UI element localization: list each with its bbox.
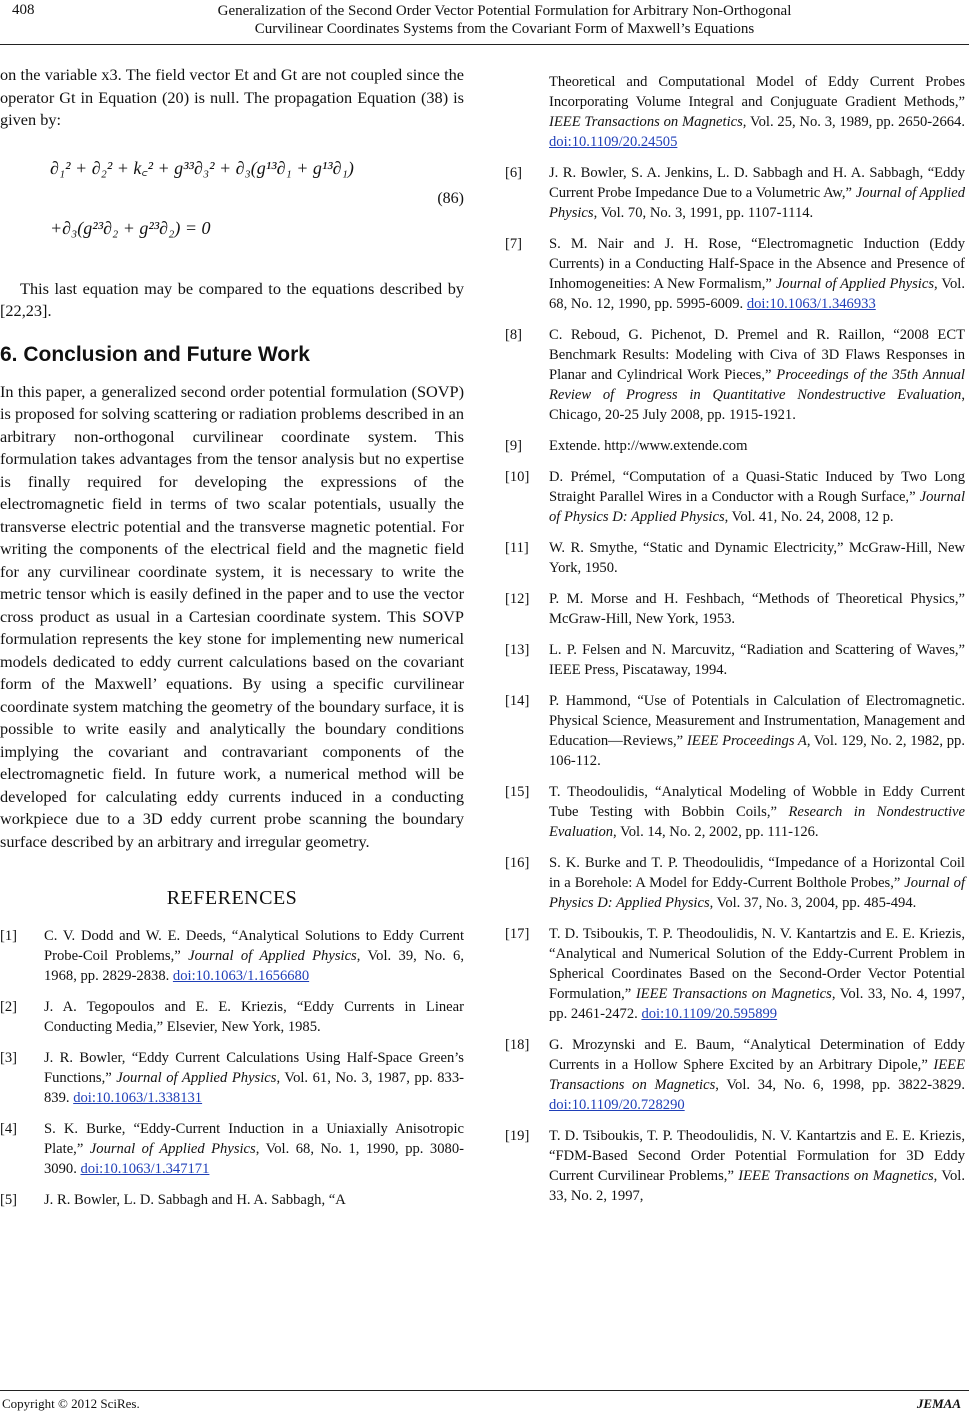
reference-details: , Vol. 129, No. 2, 1982, pp. 106-112.: [549, 733, 965, 769]
reference-text: [549, 325, 965, 425]
reference-text: [549, 436, 965, 456]
reference-venue: IEEE Transactions on Magnetics: [549, 1057, 965, 1093]
running-title-line1: Generalization of the Second Order Vector Potential Formulation for Arbitrary Non-Orthogonal: [217, 3, 792, 19]
reference-venue: IEEE Proceedings A: [686, 733, 807, 749]
reference-citation: T. D. Tsiboukis, T. P. Theodoulidis, N. V. Kantartzis and E. E. Kriezis, “FDM-Based Second Order Potential Formulation for 3D Eddy Current Curvilinear Problems,”: [549, 1128, 965, 1184]
reference-citation: C. V. Dodd and W. E. Deeds, “Analytical Solutions to Eddy Current Probe-Coil Problems,”: [44, 928, 464, 964]
reference-text: [44, 926, 464, 986]
left-column: [0, 64, 464, 1221]
reference-item: [505, 72, 965, 152]
reference-venue: Journal of Applied Physics: [116, 1070, 277, 1086]
reference-item: [505, 1035, 965, 1115]
reference-citation: J. R. Bowler, S. A. Jenkins, L. D. Sabbagh and H. A. Sabbagh, “Eddy Current Probe Impedance Due to a Volumetric Aw,”: [549, 165, 965, 201]
reference-text: [44, 997, 464, 1037]
reference-number: [4]: [0, 1121, 18, 1137]
reference-details: , Vol. 33, No. 4, 1997, pp. 2461-2472.: [549, 986, 965, 1022]
reference-item: [505, 782, 965, 842]
conclusion-paragraph: In this paper, a generalized second order potential formulation (SOVP) is proposed for solving scattering or radiation problems described in an arbitrary non-orthogonal curvilinear coordinate system. This formulation takes advantages from the tensor analysis but no expertise is finally required for developing the expressions of the electromagnetic field in terms of two scalar potentials, usually the transverse electric potential and the transverse magnetic potential. For writing the components of the electrical field and the magnetic field for any curvilinear coordinate system, it is necessary to write the metric tensor which is easily defined in the paper and to use the vector cross product as usual in a Cartesian coordinate system. This SOVP formulation represents the key stone for implementing new numerical models dedicated to eddy current calculations based on the covariant form of the Maxwell’ equations. By using a specific curvilinear coordinate system matching the geometry of the boundary surface, it is possible to write easily and analytically the boundary conditions implying the covariant and contravariant components of the electromagnetic field. In future work, a numerical method will be developed for calculating eddy currents induced in a conducting workpiece due to a 3D eddy current probe scanning the boundary surface described by an arbitrary and irregular geometry.: [0, 381, 464, 851]
reference-text: [549, 72, 965, 152]
reference-item: [505, 691, 965, 771]
reference-number: [505, 72, 549, 152]
reference-number: [19]: [505, 1128, 530, 1144]
reference-text: [549, 924, 965, 1024]
copyright: Copyright © 2012 SciRes.: [2, 1396, 140, 1411]
reference-citation: T. D. Tsiboukis, T. P. Theodoulidis, N. V. Kantartzis and E. E. Kriezis, “Analytical and Numerical Solution of the Eddy-Current Problem in Spherical Coordinates Based on the Second-Order Vector Potential Formulation,”: [549, 926, 965, 1002]
reference-citation: J. R. Bowler, L. D. Sabbagh and H. A. Sabbagh, “A: [44, 1192, 346, 1208]
reference-text: [549, 691, 965, 771]
reference-number: [7]: [505, 236, 523, 252]
reference-number: [5]: [0, 1192, 18, 1208]
reference-item: [505, 924, 965, 1024]
equation-line-2: +∂₃(g²³∂₂ + g²³∂₂) = 0: [50, 217, 211, 238]
reference-venue: Journal of Applied Physics: [188, 948, 357, 964]
reference-item: [505, 436, 965, 456]
reference-citation: W. R. Smythe, “Static and Dynamic Electricity,” McGraw-Hill, New York, 1950.: [549, 540, 965, 576]
doi-link[interactable]: doi:10.1063/1.347171: [80, 1161, 210, 1177]
references-list-left: [0, 926, 464, 1210]
reference-item: [505, 467, 965, 527]
reference-text: [549, 467, 965, 527]
footer-rule: [0, 1390, 969, 1391]
reference-details: , Vol. 14, No. 2, 2002, pp. 111-126.: [613, 824, 819, 840]
section-title: 6. Conclusion and Future Work: [0, 342, 310, 366]
equation-line-1: ∂₁² + ∂₂² + k꜀² + g³³∂₃² + ∂₃(g¹³∂₁ + g¹³∂₁): [50, 157, 354, 178]
reference-venue: Journal of Applied Physics: [775, 276, 935, 292]
reference-number: [16]: [505, 855, 530, 871]
running-title: [80, 2, 929, 38]
reference-details: , Vol. 37, No. 3, 2004, pp. 485-494.: [709, 895, 917, 911]
reference-number: [18]: [505, 1037, 530, 1053]
reference-venue: IEEE Transactions on Magnetics: [549, 114, 743, 130]
reference-text: [549, 163, 965, 223]
reference-number: [2]: [0, 999, 18, 1015]
page-number: 408: [12, 2, 35, 18]
reference-venue: IEEE Transactions on Magnetics: [635, 986, 832, 1002]
reference-details: , Vol. 39, No. 6, 1968, pp. 2829-2838.: [44, 948, 465, 984]
reference-citation: P. M. Morse and H. Feshbach, “Methods of Theoretical Physics,” McGraw-Hill, New York, 1953.: [549, 591, 965, 627]
page-footer: [0, 1390, 969, 1414]
reference-number: [1]: [0, 928, 18, 944]
reference-item: [0, 926, 464, 986]
reference-citation: J. R. Bowler, “Eddy Current Calculations Using Half-Space Green’s Functions,”: [44, 1050, 464, 1086]
comparison-paragraph: This last equation may be compared to the equations described by [22,23].: [0, 278, 464, 320]
reference-venue: Research in Nondestructive Evaluation: [549, 804, 966, 840]
intro-paragraph: on the variable x3. The field vector Et and Gt are not coupled since the operator Gt in Equation (20) is null. The propagation Equation (38) is given by:: [0, 65, 464, 129]
reference-venue: Journal of Applied Physics: [89, 1141, 256, 1157]
reference-venue: Journal of Physics D: Applied Physics: [549, 489, 965, 525]
doi-link[interactable]: doi:10.1063/1.338131: [73, 1090, 203, 1106]
reference-details: , Chicago, 20-25 July 2008, pp. 1915-1921.: [549, 387, 965, 423]
reference-citation: S. K. Burke, “Eddy-Current Induction in a Uniaxially Anisotropic Plate,”: [44, 1121, 464, 1157]
page-header: [0, 0, 969, 46]
doi-link[interactable]: doi:10.1063/1.1656680: [172, 968, 310, 984]
reference-text: [44, 1190, 464, 1210]
reference-text: [549, 853, 965, 913]
reference-number: [13]: [505, 642, 530, 658]
reference-citation: S. M. Nair and J. H. Rose, “Electromagnetic Induction (Eddy Currents) in a Conducting Half-Space in the Absence and Presence of Inhomogeneities: A New Formalism,”: [549, 236, 965, 292]
reference-item: [505, 325, 965, 425]
reference-citation: S. K. Burke and T. P. Theodoulidis, “Impedance of a Horizontal Coil in a Borehole: A Model for Eddy-Current Bolthole Probes,”: [549, 855, 965, 891]
reference-citation: Theoretical and Computational Model of Eddy Current Probes Incorporating Volume Integral and Conjuguate Gradient Methods,”: [549, 74, 965, 110]
reference-text: [549, 234, 965, 314]
reference-number: [8]: [505, 327, 523, 343]
reference-details: , Vol. 41, No. 24, 2008, 12 p.: [724, 509, 894, 525]
doi-link[interactable]: doi:10.1063/1.346933: [746, 296, 876, 312]
reference-item: [505, 589, 965, 629]
right-column: [505, 64, 965, 1217]
reference-item: [505, 234, 965, 314]
references-title: REFERENCES: [166, 887, 298, 909]
reference-details: , Vol. 33, No. 2, 1997,: [549, 1168, 966, 1204]
reference-venue: Journal of Applied Physics: [549, 185, 965, 221]
references-list-right: [505, 72, 965, 1206]
reference-citation: G. Mrozynski and E. Baum, “Analytical Determination of Eddy Currents in a Hollow Sphere Excited by an Arbitrary Dipole,”: [549, 1037, 965, 1073]
reference-citation: L. P. Felsen and N. Marcuvitz, “Radiation and Scattering of Waves,” IEEE Press, Piscataway, 1994.: [549, 642, 965, 678]
reference-number: [15]: [505, 784, 530, 800]
equation-number: (86): [437, 189, 464, 207]
reference-text: [549, 538, 965, 578]
reference-item: [505, 640, 965, 680]
reference-citation: D. Prémel, “Computation of a Quasi-Static Induced by Two Long Straight Parallel Wires in a Conductor with a Rough Surface,”: [549, 469, 965, 505]
reference-number: [9]: [505, 438, 523, 454]
journal-name: JEMAA: [916, 1396, 961, 1411]
header-rule: [0, 44, 969, 45]
reference-text: [549, 1035, 965, 1115]
reference-item: [0, 1119, 464, 1179]
running-title-line2: Curvilinear Coordinates Systems from the Covariant Form of Maxwell’s Equations: [254, 21, 755, 37]
reference-number: [6]: [505, 165, 523, 181]
reference-number: [17]: [505, 926, 530, 942]
reference-item: [0, 1190, 464, 1210]
reference-details: , Vol. 68, No. 12, 1990, pp. 5995-6009.: [549, 276, 965, 312]
reference-item: [0, 1048, 464, 1108]
reference-citation: Extende. http://www.extende.com: [549, 438, 748, 454]
reference-text: [549, 1126, 965, 1206]
reference-item: [0, 997, 464, 1037]
reference-text: [549, 589, 965, 629]
reference-details: , Vol. 34, No. 6, 1998, pp. 3822-3829.: [715, 1077, 966, 1093]
reference-number: [11]: [505, 540, 529, 556]
reference-text: [44, 1119, 464, 1179]
reference-text: [549, 782, 965, 842]
reference-item: [505, 538, 965, 578]
reference-citation: T. Theodoulidis, “Analytical Modeling of Wobble in Eddy Current Tube Testing with Bobbin Coils,”: [549, 784, 965, 820]
reference-venue: IEEE Transactions on Magnetics: [738, 1168, 934, 1184]
doi-link[interactable]: doi:10.1109/20.728290: [549, 1097, 685, 1113]
equation-86: [0, 136, 464, 268]
reference-item: [505, 1126, 965, 1206]
reference-item: [505, 853, 965, 913]
reference-text: [44, 1048, 464, 1108]
reference-number: [14]: [505, 693, 530, 709]
reference-number: [10]: [505, 469, 530, 485]
reference-details: , Vol. 61, No. 3, 1987, pp. 833-839.: [44, 1070, 464, 1106]
reference-item: [505, 163, 965, 223]
doi-link[interactable]: doi:10.1109/20.595899: [641, 1006, 778, 1022]
reference-citation: P. Hammond, “Use of Potentials in Calculation of Electromagnetic. Physical Science, Measurement and Instrumentation, Management and Education—Reviews,”: [549, 693, 965, 749]
reference-number: [12]: [505, 591, 530, 607]
doi-link[interactable]: doi:10.1109/20.24505: [549, 134, 678, 150]
reference-text: [549, 640, 965, 680]
reference-citation: J. A. Tegopoulos and E. E. Kriezis, “Eddy Currents in Linear Conducting Media,” Elsevier, New York, 1985.: [44, 999, 464, 1035]
reference-venue: Journal of Physics D: Applied Physics: [549, 875, 965, 911]
reference-citation: C. Reboud, G. Pichenot, D. Premel and R. Raillon, “2008 ECT Benchmark Results: Modeling with Civa of 3D Flaws Responses in Planar and Cylindrical Work Pieces,”: [549, 327, 965, 383]
reference-number: [3]: [0, 1050, 18, 1066]
reference-details: , Vol. 70, No. 3, 1991, pp. 1107-1114.: [593, 205, 814, 221]
reference-details: , Vol. 68, No. 1, 1990, pp. 3080-3090.: [44, 1141, 464, 1177]
reference-venue: Proceedings of the 35th Annual Review of Progress in Quantitative Nondestructive Evaluation: [549, 367, 965, 403]
reference-details: , Vol. 25, No. 3, 1989, pp. 2650-2664.: [742, 114, 965, 130]
